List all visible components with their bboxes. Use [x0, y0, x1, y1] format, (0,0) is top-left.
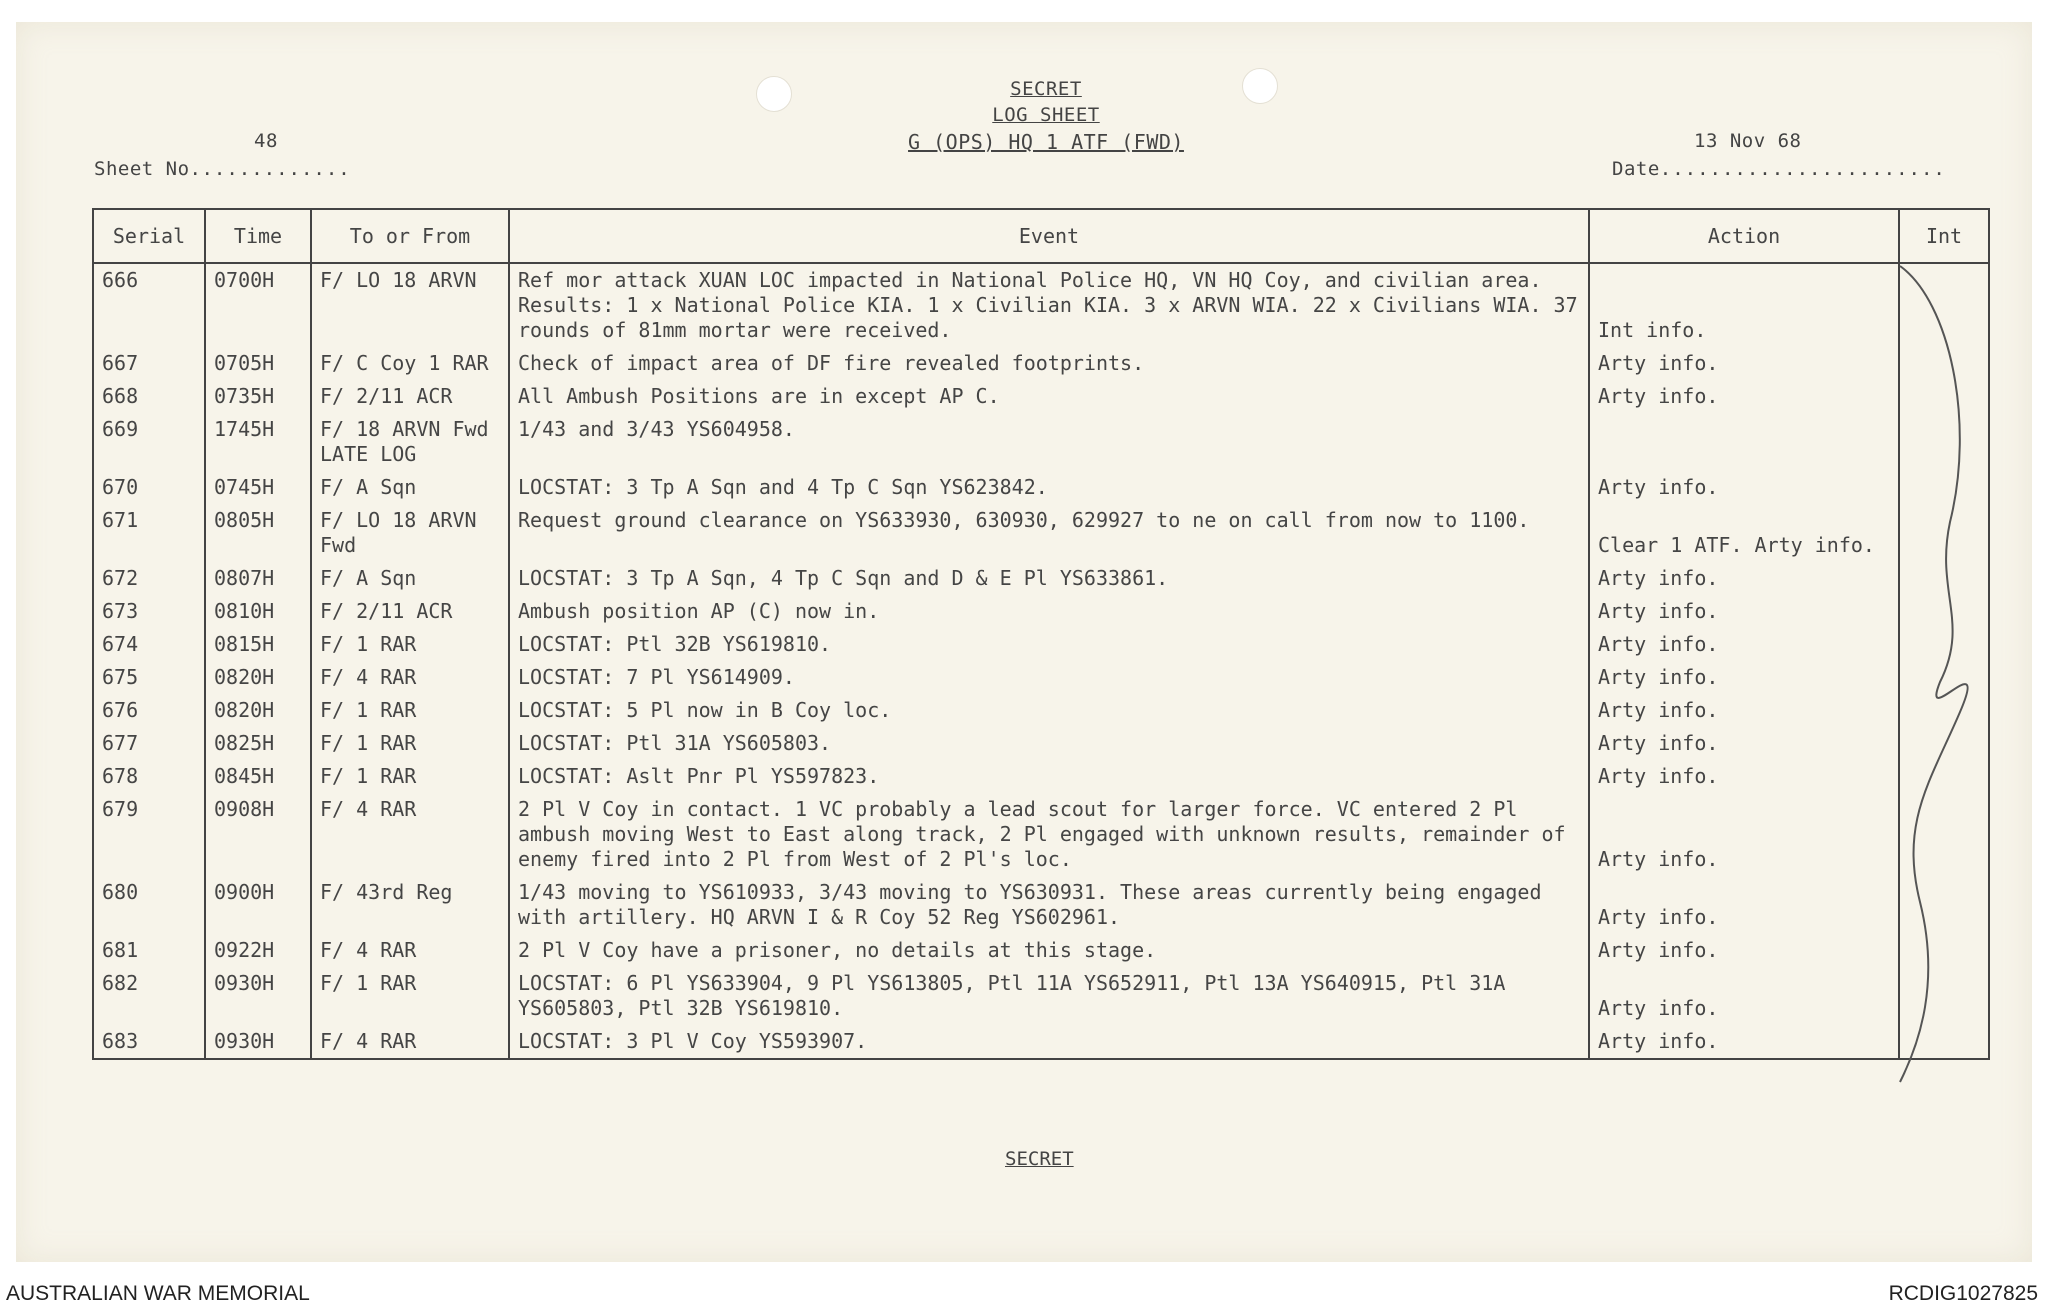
- from-cell: F/ 1 RAR: [311, 967, 509, 1025]
- sheet-no-field: [94, 158, 351, 180]
- table-row: [93, 263, 1989, 347]
- action-cell: [1589, 413, 1899, 471]
- table-row: [93, 380, 1989, 413]
- table-row: [93, 1025, 1989, 1059]
- serial-cell: 680: [93, 876, 205, 934]
- archive-name: AUSTRALIAN WAR MEMORIAL: [6, 1282, 310, 1305]
- time-cell: 0745H: [205, 471, 311, 504]
- time-cell: 0900H: [205, 876, 311, 934]
- punch-hole: [1242, 68, 1278, 104]
- table-row: [93, 504, 1989, 562]
- col-header-time: Time: [205, 209, 311, 263]
- table-row: [93, 562, 1989, 595]
- time-cell: 0807H: [205, 562, 311, 595]
- event-cell: Ref mor attack XUAN LOC impacted in National Police HQ, VN HQ Coy, and civilian area. Results: 1 x National Police KIA. 1 x Civilian KIA. 3 x ARVN WIA. 22 x Civilians WIA. 37 rounds of 81mm mortar were received.: [509, 263, 1589, 347]
- serial-cell: 666: [93, 263, 205, 347]
- serial-cell: 683: [93, 1025, 205, 1059]
- serial-cell: 677: [93, 727, 205, 760]
- table-row: [93, 347, 1989, 380]
- time-cell: 0820H: [205, 694, 311, 727]
- handwritten-mark-icon: [1880, 262, 1990, 1092]
- action-cell: Arty info.: [1589, 661, 1899, 694]
- serial-cell: 670: [93, 471, 205, 504]
- from-cell: F/ 2/11 ACR: [311, 595, 509, 628]
- serial-cell: 672: [93, 562, 205, 595]
- table-row: [93, 760, 1989, 793]
- table-row: [93, 595, 1989, 628]
- time-cell: 0810H: [205, 595, 311, 628]
- event-cell: LOCSTAT: 3 Tp A Sqn, 4 Tp C Sqn and D & E Pl YS633861.: [509, 562, 1589, 595]
- date-value: 13 Nov 68: [1694, 130, 1802, 152]
- serial-cell: 682: [93, 967, 205, 1025]
- from-cell: F/ 4 RAR: [311, 793, 509, 876]
- time-cell: 0735H: [205, 380, 311, 413]
- time-cell: 0705H: [205, 347, 311, 380]
- time-cell: 0820H: [205, 661, 311, 694]
- document-title: LOG SHEET: [992, 104, 1100, 126]
- col-header-to-or-from: To or From: [311, 209, 509, 263]
- from-cell: F/ 1 RAR: [311, 727, 509, 760]
- event-cell: LOCSTAT: 3 Pl V Coy YS593907.: [509, 1025, 1589, 1059]
- table-row: [93, 934, 1989, 967]
- action-cell: Arty info.: [1589, 934, 1899, 967]
- event-cell: 2 Pl V Coy in contact. 1 VC probably a lead scout for larger force. VC entered 2 Pl ambush moving West to East along track, 2 Pl engaged with unknown results, remainder of enemy fired into 2 Pl from West of 2 Pl's loc.: [509, 793, 1589, 876]
- sheet-no-value: 48: [254, 130, 278, 152]
- from-cell: F/ 4 RAR: [311, 1025, 509, 1059]
- time-cell: 0922H: [205, 934, 311, 967]
- event-cell: 1/43 moving to YS610933, 3/43 moving to YS630931. These areas currently being engaged with artillery. HQ ARVN I & R Coy 52 Reg YS602961.: [509, 876, 1589, 934]
- action-cell: Arty info.: [1589, 760, 1899, 793]
- time-cell: 0805H: [205, 504, 311, 562]
- log-table: [92, 208, 1990, 1060]
- punch-hole: [756, 76, 792, 112]
- event-cell: Ambush position AP (C) now in.: [509, 595, 1589, 628]
- time-cell: 0825H: [205, 727, 311, 760]
- from-cell: F/ 1 RAR: [311, 628, 509, 661]
- from-cell: F/ 1 RAR: [311, 760, 509, 793]
- serial-cell: 671: [93, 504, 205, 562]
- serial-cell: 673: [93, 595, 205, 628]
- sheet-no-dots: ............: [201, 158, 351, 180]
- event-cell: LOCSTAT: Ptl 32B YS619810.: [509, 628, 1589, 661]
- catalogue-id: RCDIG1027825: [1888, 1282, 2038, 1305]
- date-dots: .......................: [1659, 158, 1946, 180]
- from-cell: F/ A Sqn: [311, 471, 509, 504]
- action-cell: Arty info.: [1589, 471, 1899, 504]
- serial-cell: 667: [93, 347, 205, 380]
- action-cell: Arty info.: [1589, 876, 1899, 934]
- table-row: [93, 876, 1989, 934]
- serial-cell: 681: [93, 934, 205, 967]
- table-row: [93, 967, 1989, 1025]
- action-cell: Arty info.: [1589, 694, 1899, 727]
- date-label: Date: [1612, 158, 1660, 180]
- serial-cell: 678: [93, 760, 205, 793]
- serial-cell: 669: [93, 413, 205, 471]
- time-cell: 0815H: [205, 628, 311, 661]
- action-cell: Arty info.: [1589, 562, 1899, 595]
- event-cell: 2 Pl V Coy have a prisoner, no details at this stage.: [509, 934, 1589, 967]
- from-cell: F/ 1 RAR: [311, 694, 509, 727]
- from-cell: F/ LO 18 ARVN: [311, 263, 509, 347]
- sheet-no-label: Sheet No.: [94, 158, 202, 180]
- action-cell: Clear 1 ATF. Arty info.: [1589, 504, 1899, 562]
- time-cell: 0930H: [205, 967, 311, 1025]
- time-cell: 1745H: [205, 413, 311, 471]
- event-cell: 1/43 and 3/43 YS604958.: [509, 413, 1589, 471]
- time-cell: 0908H: [205, 793, 311, 876]
- event-cell: LOCSTAT: 5 Pl now in B Coy loc.: [509, 694, 1589, 727]
- from-cell: F/ 4 RAR: [311, 934, 509, 967]
- action-cell: Arty info.: [1589, 380, 1899, 413]
- table-row: [93, 628, 1989, 661]
- table-row: [93, 727, 1989, 760]
- unit-name: G (OPS) HQ 1 ATF (FWD): [908, 130, 1184, 154]
- action-cell: Int info.: [1589, 263, 1899, 347]
- event-cell: LOCSTAT: Ptl 31A YS605803.: [509, 727, 1589, 760]
- table-row: [93, 694, 1989, 727]
- event-cell: LOCSTAT: 6 Pl YS633904, 9 Pl YS613805, Ptl 11A YS652911, Ptl 13A YS640915, Ptl 31A YS605803, Ptl 32B YS619810.: [509, 967, 1589, 1025]
- classification-bottom: SECRET: [1005, 1148, 1074, 1170]
- event-cell: LOCSTAT: 3 Tp A Sqn and 4 Tp C Sqn YS623842.: [509, 471, 1589, 504]
- from-cell: F/ 2/11 ACR: [311, 380, 509, 413]
- table-row: [93, 471, 1989, 504]
- action-cell: Arty info.: [1589, 628, 1899, 661]
- action-cell: Arty info.: [1589, 595, 1899, 628]
- time-cell: 0700H: [205, 263, 311, 347]
- from-cell: F/ 4 RAR: [311, 661, 509, 694]
- action-cell: Arty info.: [1589, 967, 1899, 1025]
- table-row: [93, 413, 1989, 471]
- event-cell: LOCSTAT: 7 Pl YS614909.: [509, 661, 1589, 694]
- from-cell: F/ 43rd Reg: [311, 876, 509, 934]
- from-cell: F/ C Coy 1 RAR: [311, 347, 509, 380]
- action-cell: Arty info.: [1589, 793, 1899, 876]
- event-cell: Check of impact area of DF fire revealed footprints.: [509, 347, 1589, 380]
- event-cell: Request ground clearance on YS633930, 630930, 629927 to ne on call from now to 1100.: [509, 504, 1589, 562]
- table-row: [93, 793, 1989, 876]
- col-header-int: Int: [1899, 209, 1989, 263]
- action-cell: Arty info.: [1589, 1025, 1899, 1059]
- date-field: [1612, 158, 1946, 180]
- col-header-action: Action: [1589, 209, 1899, 263]
- table-header-row: [93, 209, 1989, 263]
- col-header-serial: Serial: [93, 209, 205, 263]
- serial-cell: 675: [93, 661, 205, 694]
- event-cell: LOCSTAT: Aslt Pnr Pl YS597823.: [509, 760, 1589, 793]
- serial-cell: 668: [93, 380, 205, 413]
- time-cell: 0845H: [205, 760, 311, 793]
- action-cell: Arty info.: [1589, 727, 1899, 760]
- table-row: [93, 661, 1989, 694]
- event-cell: All Ambush Positions are in except AP C.: [509, 380, 1589, 413]
- serial-cell: 679: [93, 793, 205, 876]
- action-cell: Arty info.: [1589, 347, 1899, 380]
- serial-cell: 676: [93, 694, 205, 727]
- from-cell: F/ 18 ARVN Fwd LATE LOG: [311, 413, 509, 471]
- from-cell: F/ A Sqn: [311, 562, 509, 595]
- col-header-event: Event: [509, 209, 1589, 263]
- from-cell: F/ LO 18 ARVN Fwd: [311, 504, 509, 562]
- serial-cell: 674: [93, 628, 205, 661]
- classification-top: SECRET: [1010, 78, 1082, 100]
- time-cell: 0930H: [205, 1025, 311, 1059]
